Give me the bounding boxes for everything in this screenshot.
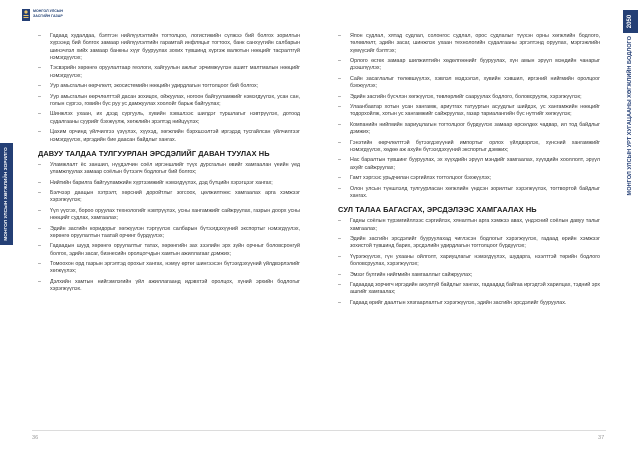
list-item: – Гадаадын шууд хөрөнгө оруулалтыг татах, хөрөнгийн зах зээлийн эрх зүйн орчныг боловсронгуй болгох, эдийн засаг, бизнесийн оролцогчдын хамтын ажиллагааг дэмжих; [38,243,300,258]
list-item: – Гэнэтийн өөрчлөлттэй бүтээгдэхүүний импортыг орлох үйлдвэрлэх, хүнсний хангамжийг нэмэгдүүлэх, хөдөө аж ахуйн бүтээгдэхүүний экспортыг дэмжих; [338,140,600,155]
footer-divider [32,430,606,431]
list-item: – Дэлхийн хамтын нийгэмлэгийн үйл ажиллагаанд идэвхтэй оролцох, хүний эрхийн бодлогыг хэрэгжүүлэх. [38,279,300,294]
year-badge [623,10,638,33]
logo-line-1: МОНГОЛ УЛСЫН [33,9,63,13]
left-side-band-label: МОНГОЛ УЛСЫН ХӨГЖЛИЙН ЗОРИЛГО [4,147,9,241]
list-item: – Бэлчээр даацын хэтрэлт, хөрсний доройтлыг зогсоох, цөлжилтөөс хамгаалах арга хэмжээг хэрэгжүүлэх; [38,190,300,205]
running-title [623,36,638,266]
list-item: – Уур амьсгалын өөрчлөлт, экосистемийн нөөцийн удирдлагын тогтолцоог бий болгох; [38,83,300,90]
left-section-list [38,162,300,294]
list-item: – Эмзэг бүлгийн нийгмийн хамгааллыг сайжруулах; [338,272,600,279]
right-intro-list [338,33,600,200]
list-item: – Цахим орчинд үйлчилгээ үзүүлэх, хүүхэд, хөгжлийн бэрхшээлтэй иргэдэд тусгайлсан үйлчилгээг нэмэгдүүлэх, иргэдийн бие даасан байдлыг хангах. [38,129,300,144]
list-item: – Эдийн засгийн бүсчлэн хөгжүүлэх, төвлөрлийг сааруулах бодлого, боловсруулж, хэрэгжүүлэх; [338,94,600,101]
list-item: – Сайн засаглалыг төлөвшүүлэх, хэвлэл мэдээлэл, хувийн хэвшил, иргэний нийгмийн оролцоог бэхжүүлэх; [338,76,600,91]
list-item: – Эдийн засгийн коридорыг хөгжүүлэн тэргүүлэх салбарын бүтээгдэхүүний экспортыг нэмэгдүүлэх, хөрөнгө оруулалтын таатай орчинг бүрдүүлэх; [38,226,300,241]
list-item: – Компанийн нийгмийн хариуцлагын тогтолцоог бүрдүүлэх замаар өрсөлдөх чадвар, ил тод байдлыг дэмжих; [338,122,600,137]
section-heading-weaknesses: СУЛ ТАЛАА БАГАСГАХ, ЭРСДЭЛЭЭС ХАМГААЛАХ НЬ [338,205,537,215]
list-item: – Япон судлал, хятад судлал, солонгос судлал, орос судлалыг түүхэн орны хөгжлийн бодлого, төлөвлөлт, эдийн засаг, шинжлэх ухаан технологийн судалгааны эргэлтэнд оруулах, мэргэжлийн хүмүүсийг бэлтгэх; [338,33,600,55]
logo-text [33,9,63,18]
list-item: – Эдийн засгийн эрсдэлийг бууруулахад чиглэсэн бодлогыг хэрэгжүүлэх, гадаад өрийн хэмжээг зохистой түвшинд барих, эрсдэлийн удирдлагын тогтолцоог бүрдүүлэх; [338,236,600,251]
list-item: – Үүрэгжүүлэх, гүн ухааны ойлголт, хариуцлагыг нэмэгдүүлэх, шударга, нээлттэй төрийн бодлого боловсруулах, хэрэгжүүлэх; [338,254,600,269]
list-item: – Орлого өсгөх замаар шилжилтийн хөдөлгөөнийг бууруулах, хүн амын эрүүл мэндийн чанарыг дээшлүүлэх; [338,58,600,73]
right-side-band [623,0,638,451]
list-item: – Үүл үүсгэх, бороо оруулах технологийг нэвтрүүлэх, усны хангамжийг сайжруулах, газрын доорх усны нөөцийг судлах, хамгаалах; [38,208,300,223]
list-item: – Тэсвэрийн хөрөнгө оруулалтаар геологи, хайгуулын ажлыг эрчимжүүлэн ашигт малтмалын нөөцийг нэмэгдүүлэх; [38,65,300,80]
list-item: – Гадаад худалдаа, бэлтгэн нийлүүлэлтийн тогтолцоо, логистикийн сүлжээ бий болгох зорилгын хүрээнд бий болгох замаар нийлүүлэлтийн гарамтай инфляцыг тогтоох, банк санхүүгийн салбарын шинэчлэл хийх замаар банкны хүүг бууруулах зохих түвшинд хүргэж валютын нөөцийг тасралтгүй нэмэгдүүлэх; [38,33,300,62]
left-intro-list [38,33,300,144]
page-number-right: 37 [598,435,605,441]
list-item: – Нас баралтын түвшинг бууруулах, эх хүүхдийн эрүүл мэндийг хамгаалах, хүүхдийн хооллолт, эрүүл ахуйг сайжруулах; [338,157,600,172]
right-section-list [338,218,600,307]
soyombo-emblem-icon [22,9,30,21]
page-number-left: 36 [32,435,39,441]
list-item: – Гамт хэргээс урьдчилан сэргийлэх тогтолцоог бэхжүүлэх; [338,175,600,182]
left-column [38,33,300,297]
left-side-band [0,143,13,245]
year-label: 2050 [627,14,633,29]
list-item: – Нийтийн барилга байгууламжийн хүртээмжийг нэмэгдүүлэх, дэд бүтцийн хэрэгцээг хангах; [38,180,300,187]
government-logo [22,9,102,23]
right-column [338,33,600,310]
list-item: – Уур амьсгалын өөрчлөлттэй дасан зохицох, ойжуулах, ногоон байгууламжийг нэмэгдүүлэх, усан сан, голын сүргээ, говийн бүс руу ус дамжуулах хоолойг барьж байгуулах; [38,94,300,109]
logo-line-2: ЗАСГИЙН ГАЗАР [33,13,63,18]
running-title-text: МОНГОЛ УЛСЫН УРТ ХУГАЦААНЫ ХӨГЖЛИЙН БОДЛОГО [627,36,633,196]
list-item: – Улаанбаатар хотын усан хангамж, ариутгах татуургын асуудлыг шийдэх, ус хангамжийн нөөцийг тодорхойлж, хотын ус хангамжийг сайжруулах, газар тариалангийн бүс нутгийг хөгжүүлэх; [338,104,600,119]
list-item: – Уламжлалт ёс заншил, нүүдэлчин соёл иргэншлийг түүх дурсгалын өвийг хамгаалан үеийн үед уламжлуулах замаар соёлын бүтээлч бодлогыг бий болгох; [38,162,300,177]
section-heading-strengths: ДАВУУ ТАЛДАА ТУЛГУУРЛАН ЭРСДЭЛИЙГ ДАВАН ТУУЛАХ НЬ [38,148,270,158]
list-item: – Гадаадад зорчигч иргэдийн аюулгүй байдлыг хангах, гадаадад байгаа иргэдтэй харилцах, тэдний эрх ашгийг хамгаалах; [338,282,600,297]
list-item: – Шинжлэх ухаан, их дээд сургууль, хувийн хэвшлээс шилдэг туршлагыг нэвтрүүлэх, дотоод судалгааны суурийг бэхжүүлж, хөгжлийн эрэлтэд нийцүүлэх; [38,111,300,126]
list-item: – Гадны соёлын түрэмгийллээс сэргийлэх, хяналтын арга хэмжээ авах, үндэсний соёлын давуу талыг хамгаалах; [338,218,600,233]
list-item: – Томоохон орд газрын эргэлтэд орохыг хангах, нэмүү өртөг шингээсэн бүтээгдэхүүний үйлдвэрлэлийг хөгжүүлэх; [38,261,300,276]
list-item: – Олон улсын түншлэлд тулгуурласан хөгжлийн үндсэн зорилтыг хэрэгжүүлэх, тогтвортой байдлыг хангах. [338,186,600,201]
list-item: – Гадаад өрийг даалтын хязгаарлалтыг хэрэгжүүлэх, эдийн засгийн эрсдэлийг бууруулах. [338,300,600,307]
